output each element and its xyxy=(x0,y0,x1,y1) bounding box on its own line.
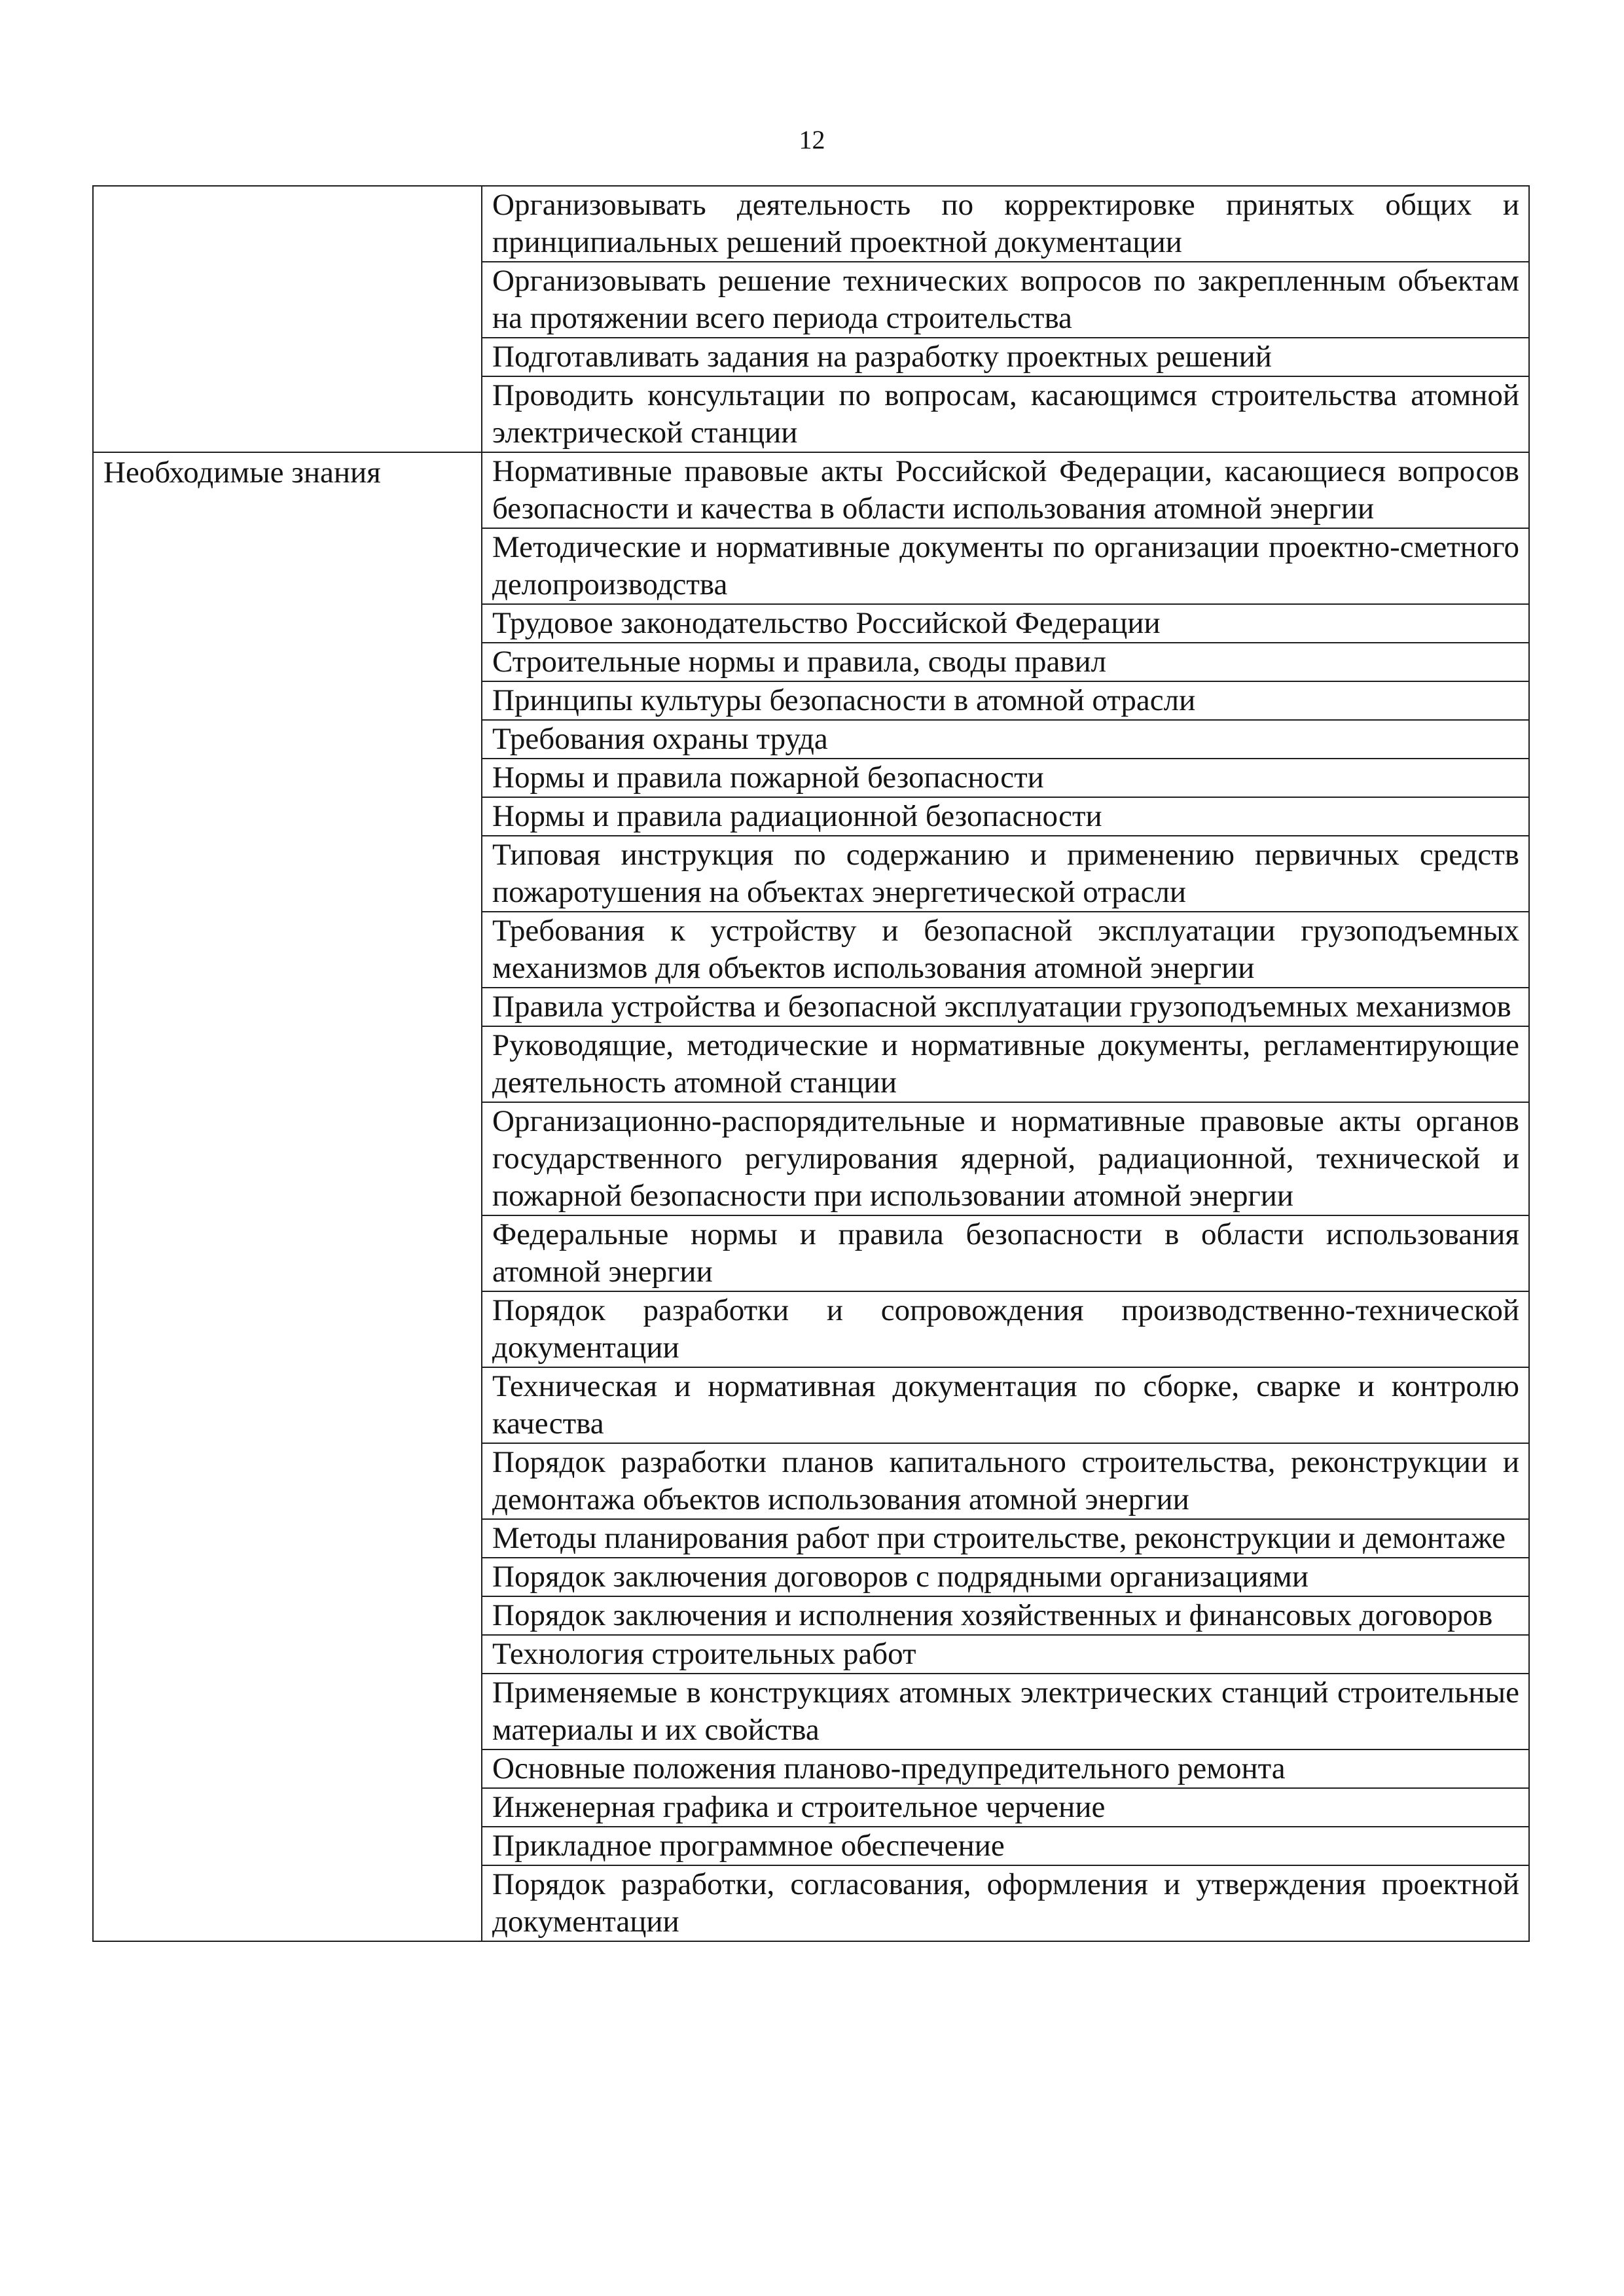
requirements-table xyxy=(92,185,1530,1942)
table-row xyxy=(93,452,1529,528)
table-cell-label-empty xyxy=(93,186,482,452)
table-cell-text: Методические и нормативные документы по организации проектно-сметного делопроизводства xyxy=(482,528,1529,604)
table-cell-text: Нормативные правовые акты Российской Федерации, касающиеся вопросов безопасности и качества в области использования атомной энергии xyxy=(482,452,1529,528)
table-cell-text: Организовывать решение технических вопросов по закрепленным объектам на протяжении всего периода строительства xyxy=(482,262,1529,338)
table-cell-text: Принципы культуры безопасности в атомной отрасли xyxy=(482,681,1529,720)
table-cell-text: Технология строительных работ xyxy=(482,1635,1529,1674)
table-cell-text: Порядок разработки, согласования, оформления и утверждения проектной документации xyxy=(482,1865,1529,1941)
table-cell-text: Методы планирования работ при строительстве, реконструкции и демонтаже xyxy=(482,1519,1529,1558)
table-cell-label xyxy=(93,452,482,1941)
table-cell-text: Порядок разработки и сопровождения производственно-технической документации xyxy=(482,1291,1529,1367)
table-cell-text: Правила устройства и безопасной эксплуатации грузоподъемных механизмов xyxy=(482,988,1529,1026)
table-cell-text: Федеральные нормы и правила безопасности в области использования атомной энергии xyxy=(482,1215,1529,1291)
table-cell-text: Порядок заключения договоров с подрядными организациями xyxy=(482,1558,1529,1596)
table-cell-text: Строительные нормы и правила, своды правил xyxy=(482,643,1529,681)
table-cell-text: Порядок заключения и исполнения хозяйственных и финансовых договоров xyxy=(482,1596,1529,1635)
table-row xyxy=(93,186,1529,262)
table-cell-text: Порядок разработки планов капитального строительства, реконструкции и демонтажа объектов использования атомной энергии xyxy=(482,1443,1529,1519)
table-cell-text: Техническая и нормативная документация по сборке, сварке и контролю качества xyxy=(482,1367,1529,1443)
table-cell-text: Требования к устройству и безопасной эксплуатации грузоподъемных механизмов для объектов использования атомной энергии xyxy=(482,912,1529,988)
table-cell-text: Подготавливать задания на разработку проектных решений xyxy=(482,338,1529,376)
table-cell-text: Нормы и правила пожарной безопасности xyxy=(482,759,1529,797)
section-label-knowledge: Необходимые знания xyxy=(103,456,381,490)
page-number: 12 xyxy=(799,125,825,154)
table-cell-text: Типовая инструкция по содержанию и применению первичных средств пожаротушения на объектах энергетической отрасли xyxy=(482,836,1529,912)
table-cell-text: Трудовое законодательство Российской Федерации xyxy=(482,604,1529,643)
table-cell-text: Основные положения планово-предупредительного ремонта xyxy=(482,1749,1529,1788)
table-cell-text: Проводить консультации по вопросам, касающимся строительства атомной электрической станции xyxy=(482,376,1529,452)
table-cell-text: Применяемые в конструкциях атомных электрических станций строительные материалы и их свойства xyxy=(482,1674,1529,1749)
table-cell-text: Организовывать деятельность по корректировке принятых общих и принципиальных решений проектной документации xyxy=(482,186,1529,262)
table-cell-text: Руководящие, методические и нормативные документы, регламентирующие деятельность атомной станции xyxy=(482,1026,1529,1102)
table-cell-text: Прикладное программное обеспечение xyxy=(482,1827,1529,1865)
table-cell-text: Требования охраны труда xyxy=(482,720,1529,759)
table-cell-text: Инженерная графика и строительное черчение xyxy=(482,1788,1529,1827)
table-cell-text: Организационно-распорядительные и нормативные правовые акты органов государственного регулирования ядерной, радиационной, технической и пожарной безопасности при использовании атомной энергии xyxy=(482,1102,1529,1215)
table-cell-text: Нормы и правила радиационной безопасности xyxy=(482,797,1529,836)
